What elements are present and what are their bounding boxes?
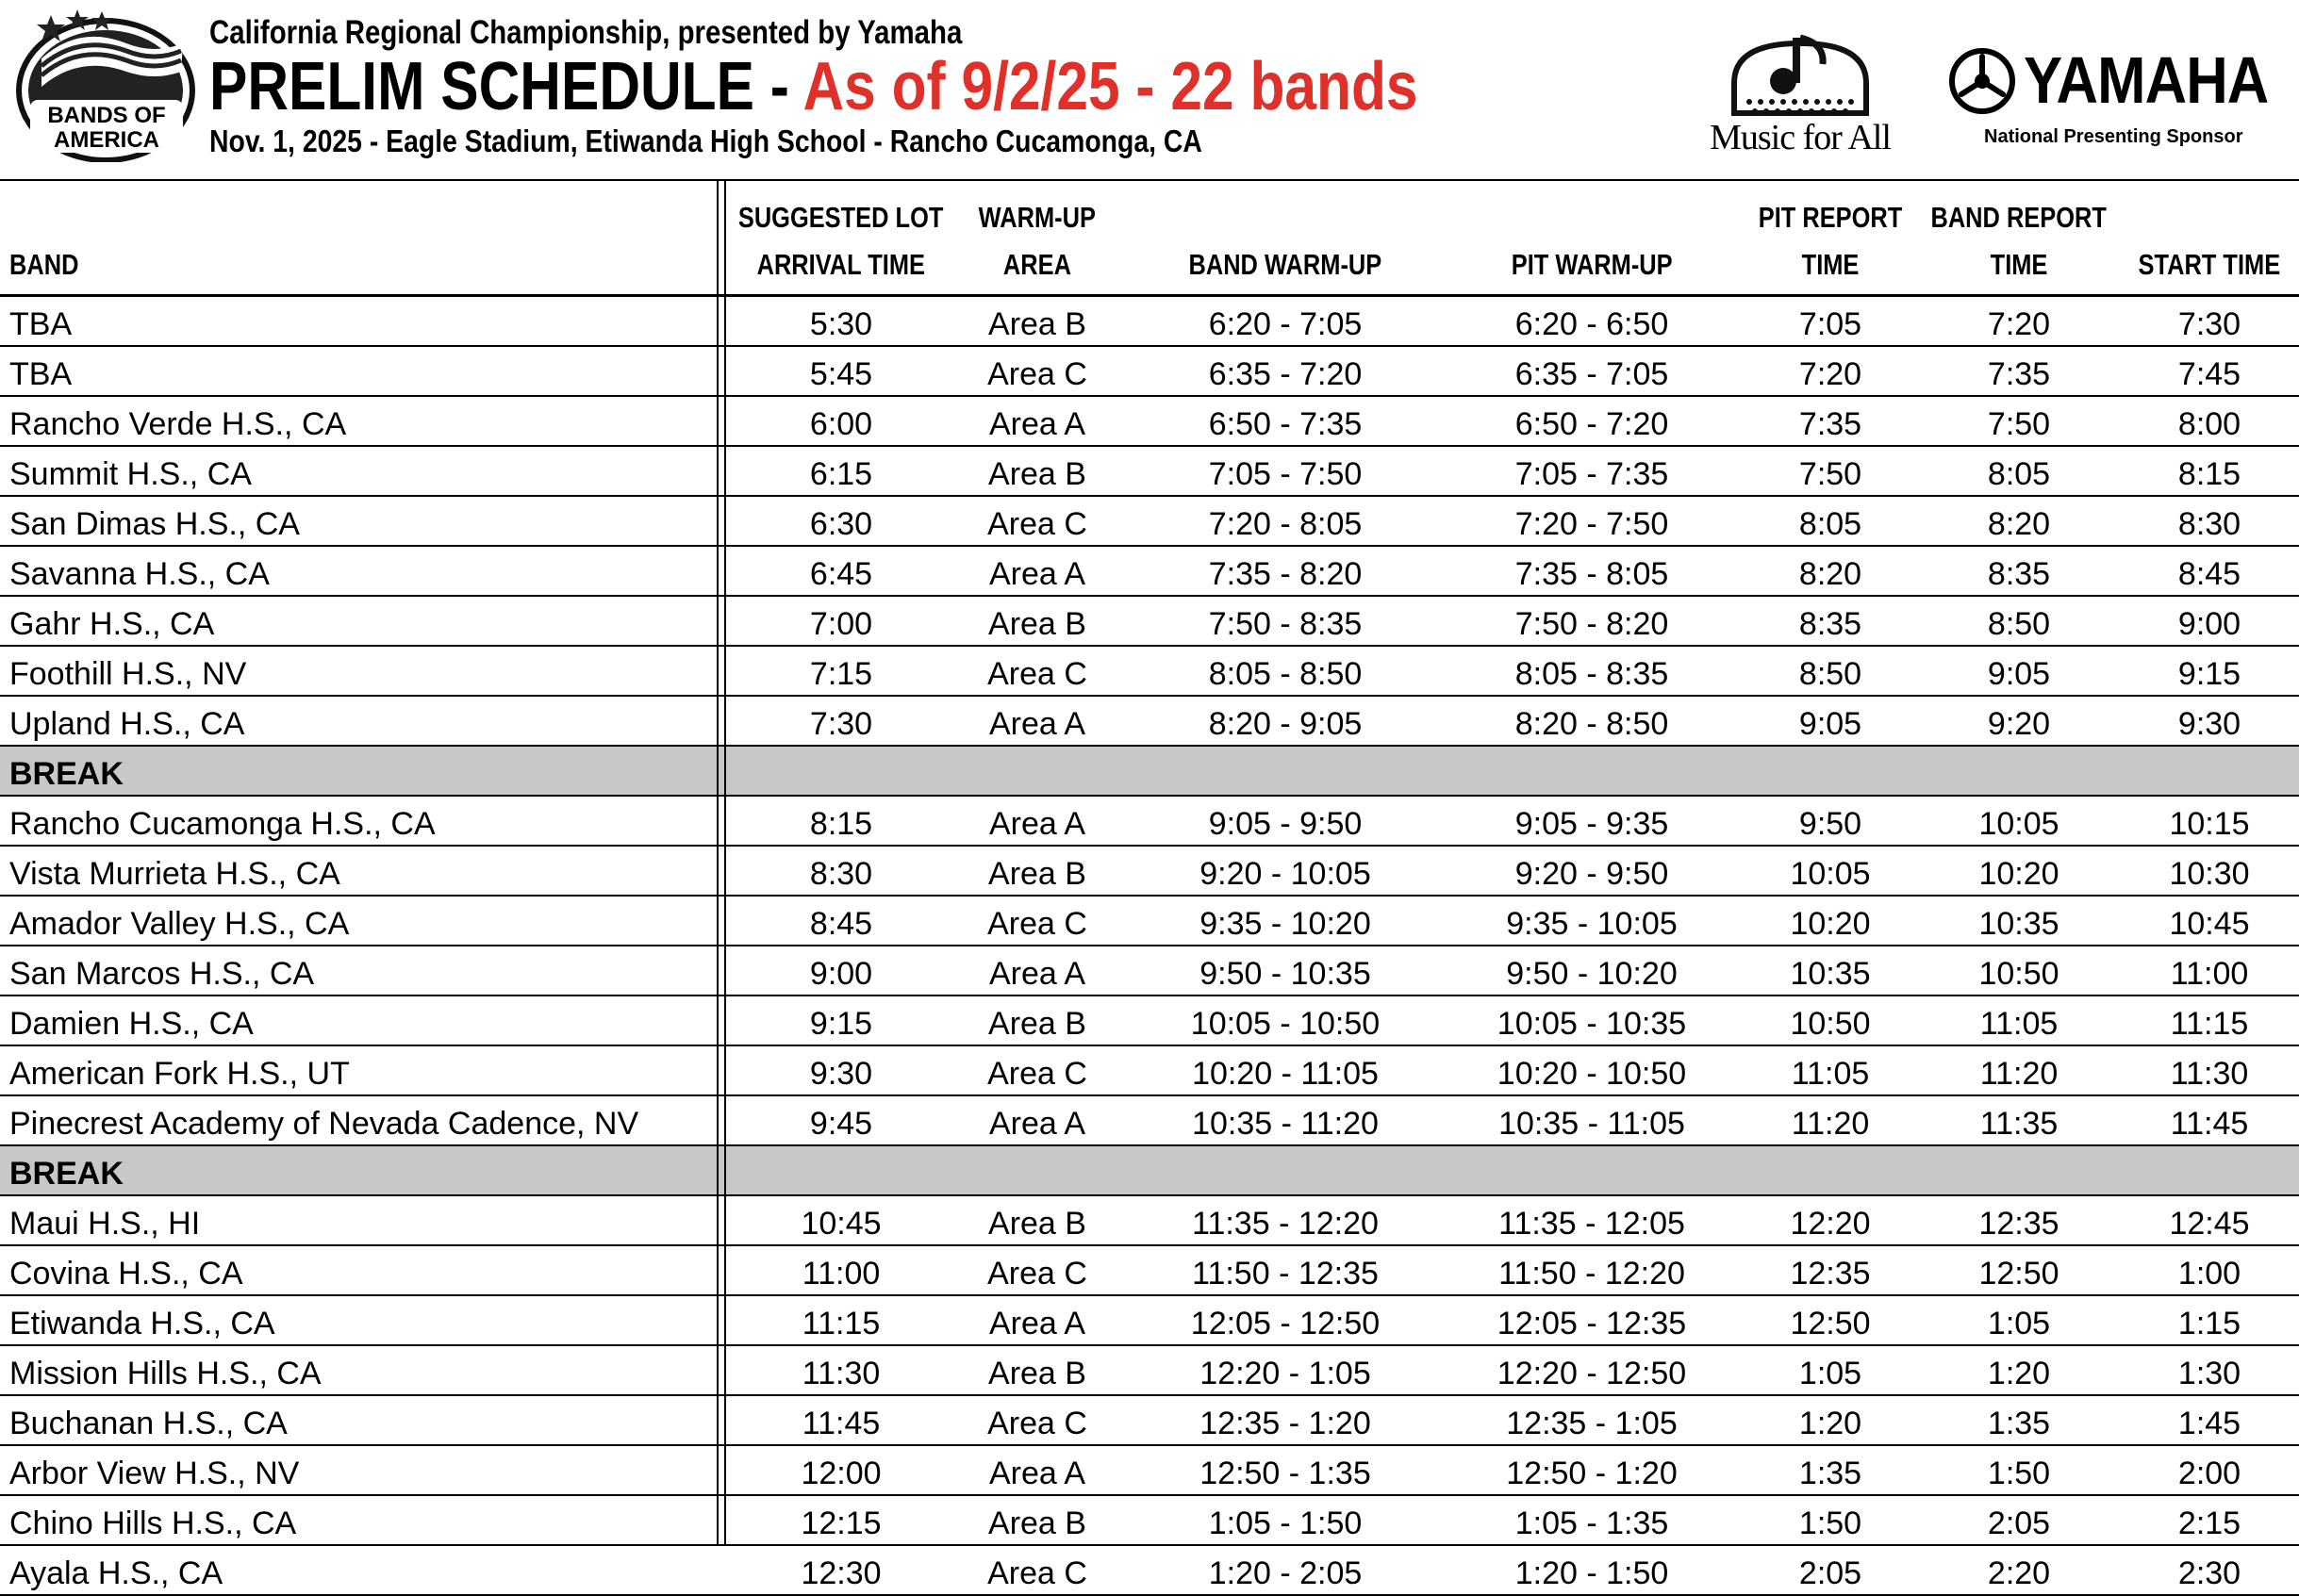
cell-band-warmup: 6:50 - 7:35 bbox=[1208, 406, 1363, 442]
cell-band-report-time: 2:20 bbox=[1987, 1555, 2051, 1591]
cell-band-report-time: 12:35 bbox=[1978, 1206, 2059, 1242]
cell-pit-report-time: 7:35 bbox=[1798, 406, 1862, 442]
cell-pit-report-time: 1:50 bbox=[1798, 1506, 1862, 1541]
cell-pit-warmup: 10:05 - 10:35 bbox=[1497, 1006, 1687, 1042]
table-row bbox=[0, 1246, 2299, 1296]
cell-start-time: 10:45 bbox=[2169, 906, 2250, 942]
table-row bbox=[0, 1346, 2299, 1396]
cell-band-report-time: 10:50 bbox=[1978, 956, 2059, 992]
cell-pit-report-time: 2:05 bbox=[1798, 1555, 1862, 1591]
cell-start-time: 9:30 bbox=[2177, 706, 2241, 742]
cell-band-warmup: 6:35 - 7:20 bbox=[1208, 356, 1363, 392]
cell-pit-warmup: 8:20 - 8:50 bbox=[1514, 706, 1669, 742]
table-row bbox=[0, 797, 2299, 847]
cell-pit-warmup: 11:35 - 12:05 bbox=[1498, 1206, 1685, 1242]
cell-band-warmup: 12:35 - 1:20 bbox=[1199, 1406, 1371, 1441]
music-note-icon bbox=[1693, 26, 1908, 121]
column-header-line: BAND WARM-UP bbox=[1188, 248, 1382, 281]
table-row bbox=[0, 497, 2299, 547]
cell-start-time: 10:30 bbox=[2169, 856, 2250, 892]
cell-band: Damien H.S., CA bbox=[9, 1006, 254, 1042]
column-header-line: WARM-UP bbox=[978, 201, 1097, 234]
cell-band-report-time: 8:20 bbox=[1987, 506, 2051, 542]
cell-start-time: 12:45 bbox=[2169, 1206, 2250, 1242]
cell-band-report-time: 8:50 bbox=[1987, 606, 2051, 642]
cell-band-warmup: 1:20 - 2:05 bbox=[1208, 1555, 1363, 1591]
cell-pit-report-time: 1:20 bbox=[1798, 1406, 1862, 1441]
cell-band-warmup: 9:20 - 10:05 bbox=[1199, 856, 1371, 892]
table-row bbox=[0, 547, 2299, 597]
cell-start-time: 10:15 bbox=[2169, 806, 2250, 842]
yamaha-logo bbox=[1948, 45, 2269, 149]
table-row bbox=[0, 897, 2299, 946]
cell-start-time: 2:00 bbox=[2177, 1456, 2241, 1491]
cell-start-time: 9:00 bbox=[2177, 606, 2241, 642]
cell-pit-report-time: 12:20 bbox=[1790, 1206, 1871, 1242]
cell-arrival-time: 6:45 bbox=[809, 556, 873, 592]
cell-pit-report-time: 8:20 bbox=[1798, 556, 1862, 592]
cell-band-warmup: 8:20 - 9:05 bbox=[1208, 706, 1363, 742]
table-row bbox=[0, 1396, 2299, 1446]
table-row bbox=[0, 697, 2299, 747]
table-row bbox=[0, 1096, 2299, 1146]
cell-band-report-time: 9:05 bbox=[1987, 656, 2051, 692]
cell-start-time: 11:00 bbox=[2170, 956, 2249, 992]
yamaha-wordmark: YAMAHA bbox=[2024, 43, 2269, 117]
cell-start-time: 8:00 bbox=[2177, 406, 2241, 442]
cell-pit-report-time: 1:05 bbox=[1798, 1356, 1862, 1391]
cell-arrival-time: 10:45 bbox=[801, 1206, 882, 1242]
cell-start-time: 7:45 bbox=[2177, 356, 2241, 392]
cell-arrival-time: 6:15 bbox=[809, 456, 873, 492]
cell-warmup-area: Area C bbox=[987, 506, 1087, 542]
cell-warmup-area: Area A bbox=[988, 1106, 1086, 1142]
cell-pit-warmup: 7:35 - 8:05 bbox=[1514, 556, 1669, 592]
cell-band-report-time: 10:05 bbox=[1978, 806, 2059, 842]
cell-warmup-area: Area A bbox=[988, 706, 1086, 742]
page-title bbox=[209, 49, 1418, 124]
cell-band-warmup: 9:50 - 10:35 bbox=[1199, 956, 1371, 992]
cell-arrival-time: 9:00 bbox=[809, 956, 873, 992]
cell-arrival-time: 7:15 bbox=[809, 656, 873, 692]
cell-band: Summit H.S., CA bbox=[9, 456, 252, 492]
cell-arrival-time: 11:00 bbox=[802, 1256, 881, 1292]
cell-arrival-time: 5:30 bbox=[809, 306, 873, 342]
cell-start-time: 7:30 bbox=[2177, 306, 2241, 342]
cell-pit-warmup: 9:35 - 10:05 bbox=[1506, 906, 1678, 942]
cell-pit-report-time: 9:05 bbox=[1798, 706, 1862, 742]
cell-band-warmup: 1:05 - 1:50 bbox=[1208, 1506, 1363, 1541]
cell-arrival-time: 5:45 bbox=[809, 356, 873, 392]
cell-band-report-time: 1:50 bbox=[1987, 1456, 2051, 1491]
cell-arrival-time: 9:45 bbox=[809, 1106, 873, 1142]
cell-arrival-time: 12:30 bbox=[801, 1555, 882, 1591]
cell-warmup-area: Area C bbox=[987, 1406, 1087, 1441]
cell-arrival-time: 7:30 bbox=[809, 706, 873, 742]
cell-pit-warmup: 6:20 - 6:50 bbox=[1514, 306, 1669, 342]
cell-pit-warmup: 9:20 - 9:50 bbox=[1514, 856, 1669, 892]
page-header bbox=[0, 0, 2299, 179]
cell-band-report-time: 7:20 bbox=[1987, 306, 2051, 342]
table-row bbox=[0, 647, 2299, 697]
cell-start-time: 11:45 bbox=[2170, 1106, 2249, 1142]
cell-band-report-time: 1:05 bbox=[1987, 1306, 2051, 1341]
cell-band: Chino Hills H.S., CA bbox=[9, 1506, 297, 1541]
cell-pit-report-time: 10:20 bbox=[1790, 906, 1871, 942]
cell-band-report-time: 10:20 bbox=[1978, 856, 2059, 892]
cell-band: BREAK bbox=[9, 756, 124, 792]
cell-band: San Dimas H.S., CA bbox=[9, 506, 300, 542]
cell-band-report-time: 1:35 bbox=[1987, 1406, 2051, 1441]
cell-band-report-time: 7:35 bbox=[1987, 356, 2051, 392]
cell-arrival-time: 9:30 bbox=[809, 1056, 873, 1092]
table-row bbox=[0, 1546, 2299, 1596]
column-header-line: START TIME bbox=[2138, 248, 2281, 281]
cell-band: Upland H.S., CA bbox=[9, 706, 245, 742]
cell-band-warmup: 12:05 - 12:50 bbox=[1190, 1306, 1381, 1341]
cell-warmup-area: Area B bbox=[988, 306, 1086, 342]
cell-band-warmup: 7:50 - 8:35 bbox=[1208, 606, 1363, 642]
cell-start-time: 11:30 bbox=[2170, 1056, 2249, 1092]
cell-warmup-area: Area B bbox=[988, 1206, 1086, 1242]
cell-arrival-time: 11:45 bbox=[802, 1406, 881, 1441]
title-block bbox=[209, 13, 1530, 160]
cell-band-report-time: 11:20 bbox=[1979, 1056, 2059, 1092]
cell-pit-warmup: 7:05 - 7:35 bbox=[1514, 456, 1669, 492]
cell-pit-warmup: 12:20 - 12:50 bbox=[1497, 1356, 1687, 1391]
table-row bbox=[0, 1296, 2299, 1346]
column-header-band bbox=[0, 181, 724, 294]
column-header-line: BAND bbox=[9, 248, 79, 281]
table-row bbox=[0, 1046, 2299, 1096]
boa-logo-wordmark bbox=[47, 103, 165, 153]
cell-band-report-time: 12:50 bbox=[1978, 1256, 2059, 1292]
sponsor-caption: National Presenting Sponsor bbox=[1984, 126, 2243, 147]
cell-warmup-area: Area A bbox=[988, 556, 1086, 592]
cell-band-warmup: 10:05 - 10:50 bbox=[1190, 1006, 1381, 1042]
cell-start-time: 9:15 bbox=[2177, 656, 2241, 692]
cell-band-report-time: 10:35 bbox=[1978, 906, 2059, 942]
cell-warmup-area: Area B bbox=[988, 456, 1086, 492]
cell-band-warmup: 10:20 - 11:05 bbox=[1192, 1056, 1379, 1092]
svg-text:BANDS OF: BANDS OF bbox=[47, 103, 166, 128]
cell-band-report-time: 7:50 bbox=[1987, 406, 2051, 442]
cell-band-warmup: 10:35 - 11:20 bbox=[1192, 1106, 1379, 1142]
cell-warmup-area: Area A bbox=[988, 956, 1086, 992]
cell-band-warmup: 11:35 - 12:20 bbox=[1192, 1206, 1379, 1242]
cell-pit-report-time: 8:05 bbox=[1798, 506, 1862, 542]
cell-band: BREAK bbox=[9, 1156, 124, 1192]
cell-band: Etiwanda H.S., CA bbox=[9, 1306, 275, 1341]
cell-band-warmup: 7:05 - 7:50 bbox=[1208, 456, 1363, 492]
cell-pit-warmup: 12:35 - 1:05 bbox=[1506, 1406, 1678, 1441]
column-divider bbox=[717, 179, 719, 1544]
cell-band: Amador Valley H.S., CA bbox=[9, 906, 350, 942]
cell-band: Savanna H.S., CA bbox=[9, 556, 270, 592]
music-for-all-wordmark: Music for All bbox=[1710, 118, 1891, 157]
cell-band-warmup: 9:35 - 10:20 bbox=[1199, 906, 1371, 942]
cell-warmup-area: Area B bbox=[988, 856, 1086, 892]
cell-pit-warmup: 7:20 - 7:50 bbox=[1514, 506, 1669, 542]
table-row bbox=[0, 1446, 2299, 1496]
cell-band: San Marcos H.S., CA bbox=[9, 956, 315, 992]
cell-arrival-time: 8:30 bbox=[809, 856, 873, 892]
cell-band: TBA bbox=[9, 306, 73, 342]
cell-warmup-area: Area B bbox=[988, 1356, 1086, 1391]
column-header-line: TIME bbox=[1801, 248, 1860, 281]
cell-pit-report-time: 10:35 bbox=[1790, 956, 1871, 992]
cell-start-time: 1:00 bbox=[2177, 1256, 2241, 1292]
cell-pit-warmup: 6:50 - 7:20 bbox=[1514, 406, 1669, 442]
cell-band-warmup: 6:20 - 7:05 bbox=[1208, 306, 1363, 342]
cell-start-time: 8:30 bbox=[2177, 506, 2241, 542]
cell-pit-report-time: 7:05 bbox=[1798, 306, 1862, 342]
cell-band: Vista Murrieta H.S., CA bbox=[9, 856, 340, 892]
cell-band-report-time: 8:05 bbox=[1987, 456, 2051, 492]
title-main: PRELIM SCHEDULE - bbox=[209, 49, 803, 124]
table-header-row bbox=[0, 179, 2299, 297]
cell-band-warmup: 12:50 - 1:35 bbox=[1199, 1456, 1371, 1491]
column-header-warmup-area bbox=[945, 181, 1130, 294]
cell-pit-report-time: 9:50 bbox=[1798, 806, 1862, 842]
cell-arrival-time: 7:00 bbox=[809, 606, 873, 642]
cell-start-time: 11:15 bbox=[2170, 1006, 2249, 1042]
cell-band-warmup: 7:20 - 8:05 bbox=[1208, 506, 1363, 542]
cell-warmup-area: Area C bbox=[987, 356, 1087, 392]
cell-warmup-area: Area B bbox=[988, 606, 1086, 642]
column-header-line: ARRIVAL TIME bbox=[756, 248, 926, 281]
cell-warmup-area: Area A bbox=[988, 1456, 1086, 1491]
cell-band: Arbor View H.S., NV bbox=[9, 1456, 300, 1491]
cell-band-report-time: 11:35 bbox=[1979, 1106, 2059, 1142]
cell-band: Gahr H.S., CA bbox=[9, 606, 215, 642]
cell-warmup-area: Area C bbox=[987, 1056, 1087, 1092]
column-header-pit-report-time bbox=[1743, 181, 1918, 294]
column-header-line: SUGGESTED LOT bbox=[738, 201, 944, 234]
bands-of-america-logo bbox=[13, 6, 202, 162]
cell-band-report-time: 2:05 bbox=[1987, 1506, 2051, 1541]
table-row bbox=[0, 847, 2299, 897]
cell-pit-warmup: 12:05 - 12:35 bbox=[1497, 1306, 1687, 1341]
cell-pit-report-time: 8:35 bbox=[1798, 606, 1862, 642]
cell-start-time: 8:15 bbox=[2177, 456, 2241, 492]
cell-band-report-time: 8:35 bbox=[1987, 556, 2051, 592]
cell-warmup-area: Area A bbox=[988, 406, 1086, 442]
cell-start-time: 1:30 bbox=[2177, 1356, 2241, 1391]
cell-arrival-time: 8:45 bbox=[809, 906, 873, 942]
cell-band: American Fork H.S., UT bbox=[9, 1056, 350, 1092]
svg-text:AMERICA: AMERICA bbox=[54, 127, 159, 153]
table-row bbox=[0, 597, 2299, 647]
yamaha-tuning-fork-icon bbox=[1948, 47, 2016, 115]
cell-pit-warmup: 9:50 - 10:20 bbox=[1506, 956, 1678, 992]
cell-band-warmup: 11:50 - 12:35 bbox=[1192, 1256, 1379, 1292]
schedule-table bbox=[0, 179, 2299, 1596]
cell-band: TBA bbox=[9, 356, 73, 392]
column-header-line: BAND REPORT bbox=[1930, 201, 2108, 234]
cell-pit-report-time: 1:35 bbox=[1798, 1456, 1862, 1491]
column-divider bbox=[724, 179, 726, 1544]
cell-warmup-area: Area B bbox=[988, 1006, 1086, 1042]
title-highlight: As of 9/2/25 - 22 bands bbox=[802, 49, 1418, 124]
cell-band: Rancho Verde H.S., CA bbox=[9, 406, 347, 442]
table-row bbox=[0, 996, 2299, 1046]
cell-band-report-time: 1:20 bbox=[1987, 1356, 2051, 1391]
cell-pit-warmup: 11:50 - 12:20 bbox=[1498, 1256, 1685, 1292]
cell-pit-report-time: 10:05 bbox=[1790, 856, 1871, 892]
cell-pit-warmup: 6:35 - 7:05 bbox=[1514, 356, 1669, 392]
cell-warmup-area: Area C bbox=[987, 1555, 1087, 1591]
column-header-line: PIT REPORT bbox=[1758, 201, 1903, 234]
cell-band-warmup: 12:20 - 1:05 bbox=[1199, 1356, 1371, 1391]
cell-band-warmup: 9:05 - 9:50 bbox=[1208, 806, 1363, 842]
cell-pit-warmup: 7:50 - 8:20 bbox=[1514, 606, 1669, 642]
cell-arrival-time: 12:00 bbox=[801, 1456, 882, 1491]
cell-pit-report-time: 11:20 bbox=[1791, 1106, 1870, 1142]
cell-warmup-area: Area C bbox=[987, 656, 1087, 692]
cell-arrival-time: 11:30 bbox=[802, 1356, 881, 1391]
cell-arrival-time: 9:15 bbox=[809, 1006, 873, 1042]
cell-band-warmup: 7:35 - 8:20 bbox=[1208, 556, 1363, 592]
cell-arrival-time: 8:15 bbox=[809, 806, 873, 842]
cell-warmup-area: Area C bbox=[987, 1256, 1087, 1292]
cell-pit-report-time: 7:20 bbox=[1798, 356, 1862, 392]
cell-band: Ayala H.S., CA bbox=[9, 1555, 223, 1591]
cell-band-report-time: 9:20 bbox=[1987, 706, 2051, 742]
cell-pit-report-time: 12:35 bbox=[1790, 1256, 1871, 1292]
event-details: Nov. 1, 2025 - Eagle Stadium, Etiwanda High School - Rancho Cucamonga, CA bbox=[209, 123, 1202, 158]
cell-warmup-area: Area A bbox=[988, 1306, 1086, 1341]
cell-arrival-time: 6:00 bbox=[809, 406, 873, 442]
column-header-line: AREA bbox=[1002, 248, 1072, 281]
cell-band: Pinecrest Academy of Nevada Cadence, NV bbox=[9, 1106, 639, 1142]
cell-arrival-time: 12:15 bbox=[801, 1506, 882, 1541]
column-header-band-warmup bbox=[1130, 181, 1441, 294]
column-header-start-time bbox=[2120, 181, 2299, 294]
cell-pit-warmup: 1:05 - 1:35 bbox=[1514, 1506, 1669, 1541]
table-row bbox=[0, 1496, 2299, 1546]
cell-arrival-time: 6:30 bbox=[809, 506, 873, 542]
cell-pit-warmup: 8:05 - 8:35 bbox=[1514, 656, 1669, 692]
cell-pit-warmup: 10:20 - 10:50 bbox=[1497, 1056, 1687, 1092]
cell-band: Foothill H.S., NV bbox=[9, 656, 247, 692]
cell-pit-warmup: 1:20 - 1:50 bbox=[1514, 1555, 1669, 1591]
cell-pit-report-time: 12:50 bbox=[1790, 1306, 1871, 1341]
column-header-arrival-time bbox=[737, 181, 945, 294]
table-row bbox=[0, 297, 2299, 347]
table-row bbox=[0, 347, 2299, 397]
column-header-line: PIT WARM-UP bbox=[1511, 248, 1673, 281]
cell-pit-warmup: 10:35 - 11:05 bbox=[1498, 1106, 1685, 1142]
cell-pit-report-time: 11:05 bbox=[1791, 1056, 1870, 1092]
cell-band: Buchanan H.S., CA bbox=[9, 1406, 288, 1441]
table-row bbox=[0, 397, 2299, 447]
cell-arrival-time: 11:15 bbox=[802, 1306, 881, 1341]
break-row bbox=[0, 1146, 2299, 1196]
cell-warmup-area: Area C bbox=[987, 906, 1087, 942]
cell-band: Rancho Cucamonga H.S., CA bbox=[9, 806, 436, 842]
event-subtitle: California Regional Championship, presented by Yamaha bbox=[209, 14, 963, 51]
table-row bbox=[0, 1196, 2299, 1246]
cell-pit-report-time: 7:50 bbox=[1798, 456, 1862, 492]
table-row bbox=[0, 447, 2299, 497]
cell-start-time: 1:15 bbox=[2177, 1306, 2241, 1341]
table-row bbox=[0, 946, 2299, 996]
column-header-line: TIME bbox=[1990, 248, 2048, 281]
column-header-band-report-time bbox=[1918, 181, 2120, 294]
cell-warmup-area: Area B bbox=[988, 1506, 1086, 1541]
cell-warmup-area: Area A bbox=[988, 806, 1086, 842]
cell-band: Covina H.S., CA bbox=[9, 1256, 243, 1292]
cell-pit-report-time: 8:50 bbox=[1798, 656, 1862, 692]
music-for-all-logo bbox=[1693, 26, 1908, 158]
break-row bbox=[0, 747, 2299, 797]
cell-band-report-time: 11:05 bbox=[1979, 1006, 2059, 1042]
cell-start-time: 2:15 bbox=[2177, 1506, 2241, 1541]
cell-start-time: 1:45 bbox=[2177, 1406, 2241, 1441]
cell-pit-report-time: 10:50 bbox=[1790, 1006, 1871, 1042]
column-header-pit-warmup bbox=[1441, 181, 1743, 294]
cell-pit-warmup: 12:50 - 1:20 bbox=[1506, 1456, 1678, 1491]
cell-band-warmup: 8:05 - 8:50 bbox=[1208, 656, 1363, 692]
cell-pit-warmup: 9:05 - 9:35 bbox=[1514, 806, 1669, 842]
cell-band: Mission Hills H.S., CA bbox=[9, 1356, 322, 1391]
cell-start-time: 8:45 bbox=[2177, 556, 2241, 592]
cell-start-time: 2:30 bbox=[2177, 1555, 2241, 1591]
cell-band: Maui H.S., HI bbox=[9, 1206, 201, 1242]
